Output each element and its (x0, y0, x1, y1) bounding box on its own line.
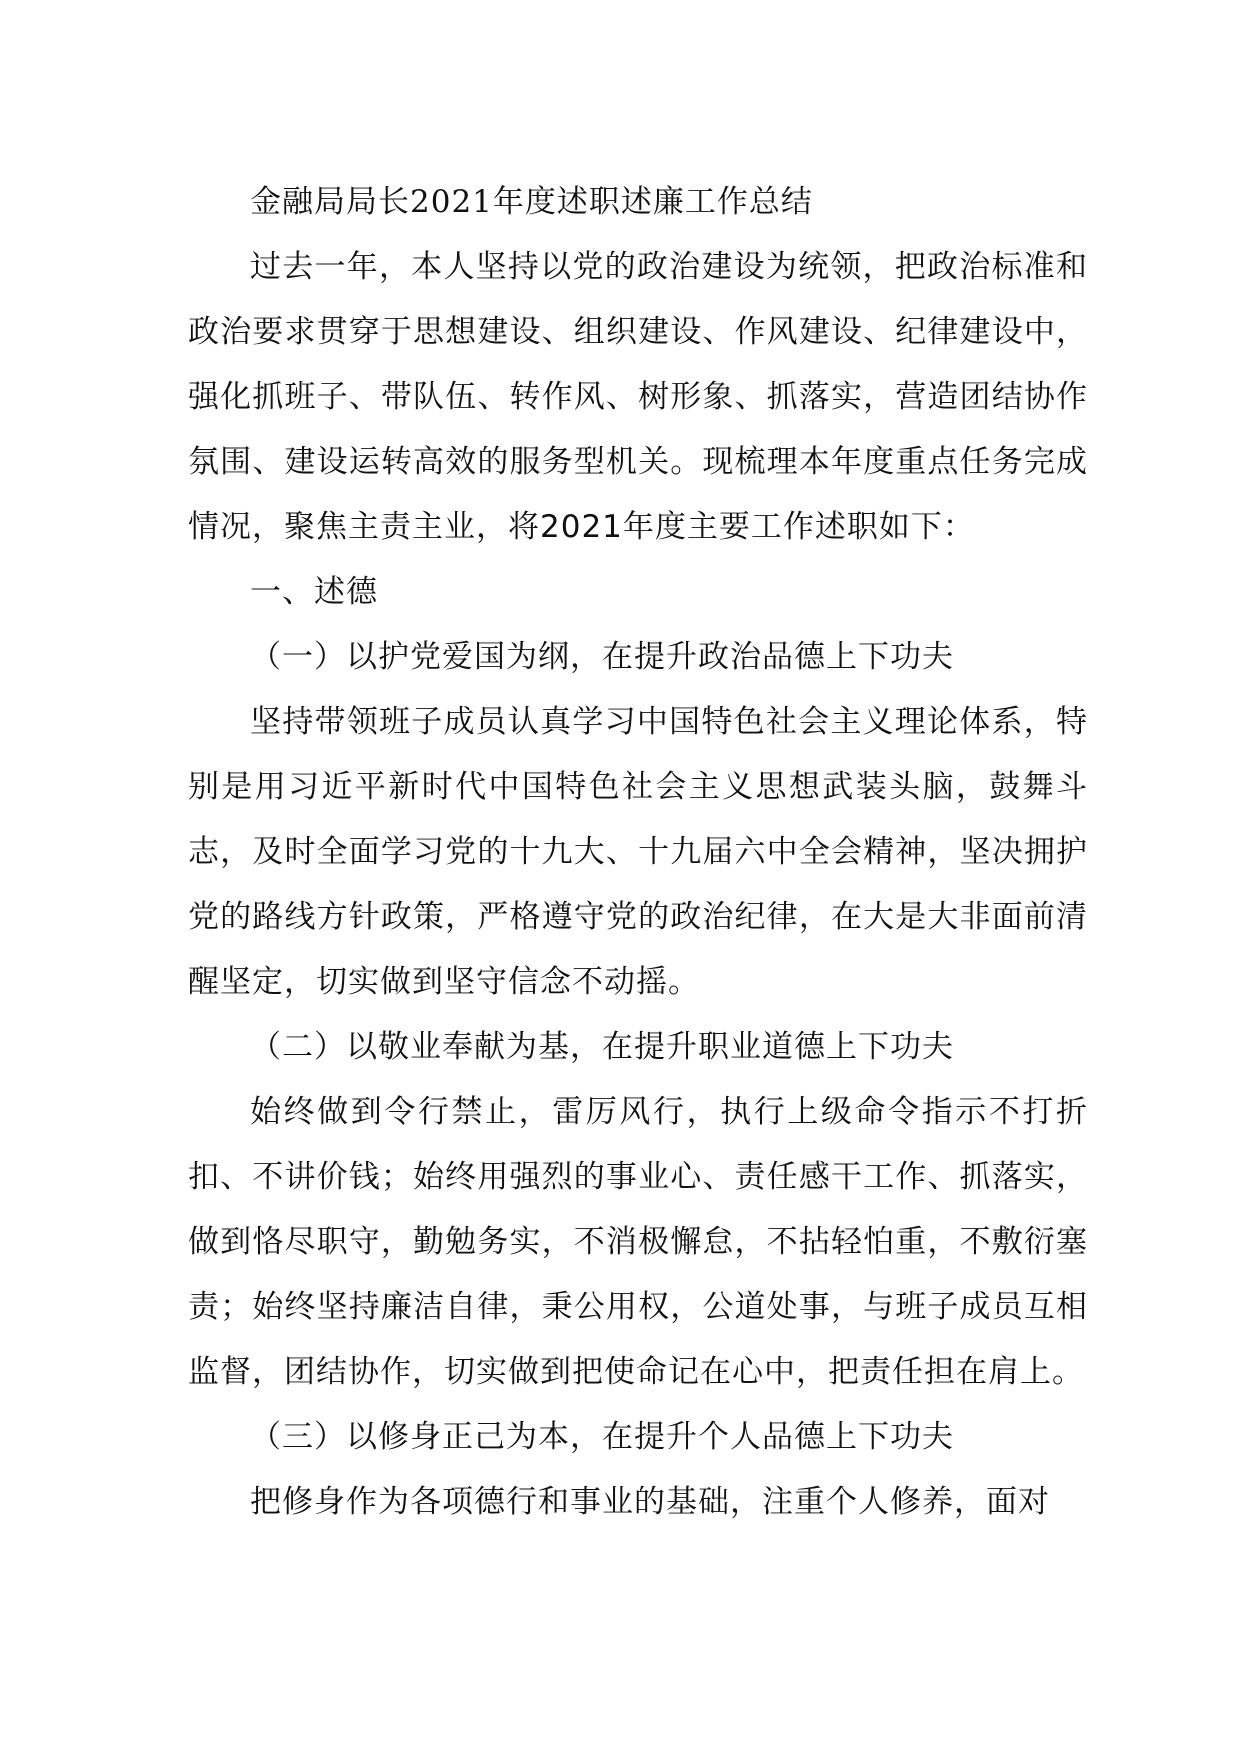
section-heading-shude: 一、述德 (250, 574, 378, 610)
document-body (188, 170, 1088, 1535)
subsection-heading-1: （一）以护党爱国为纲，在提升政治品德上下功夫 (250, 639, 954, 675)
paragraph-personal-morality: 把修身作为各项德行和事业的基础，注重个人修养，面对 (250, 1484, 1050, 1520)
paragraph-professional-ethics: 始终做到令行禁止，雷厉风行，执行上级命令指示不打折扣、不讲价钱；始终用强烈的事业心、责任感干工作、抓落实，做到恪尽职守，勤勉务实，不消极懈怠，不拈轻怕重，不敷衍塞责；始终坚持廉洁自律，秉公用权，公道处事，与班子成员互相监督，团结协作，切实做到把使命记在心中，把责任担在肩上。 (188, 1094, 1088, 1390)
paragraph-intro: 过去一年，本人坚持以党的政治建设为统领，把政治标准和政治要求贯穿于思想建设、组织建设、作风建设、纪律建设中，强化抓班子、带队伍、转作风、树形象、抓落实，营造团结协作氛围、建设运转高效的服务型机关。现梳理本年度重点任务完成情况，聚焦主责主业，将2021年度主要工作述职如下： (188, 249, 1088, 545)
subsection-heading-3: （三）以修身正己为本，在提升个人品德上下功夫 (250, 1419, 954, 1455)
document-title: 金融局局长2021年度述职述廉工作总结 (250, 184, 813, 220)
paragraph-political-morality: 坚持带领班子成员认真学习中国特色社会主义理论体系，特别是用习近平新时代中国特色社会主义思想武装头脑，鼓舞斗志，及时全面学习党的十九大、十九届六中全会精神，坚决拥护党的路线方针政策，严格遵守党的政治纪律，在大是大非面前清醒坚定，切实做到坚守信念不动摇。 (188, 704, 1088, 1000)
subsection-heading-2: （二）以敬业奉献为基，在提升职业道德上下功夫 (250, 1029, 954, 1065)
